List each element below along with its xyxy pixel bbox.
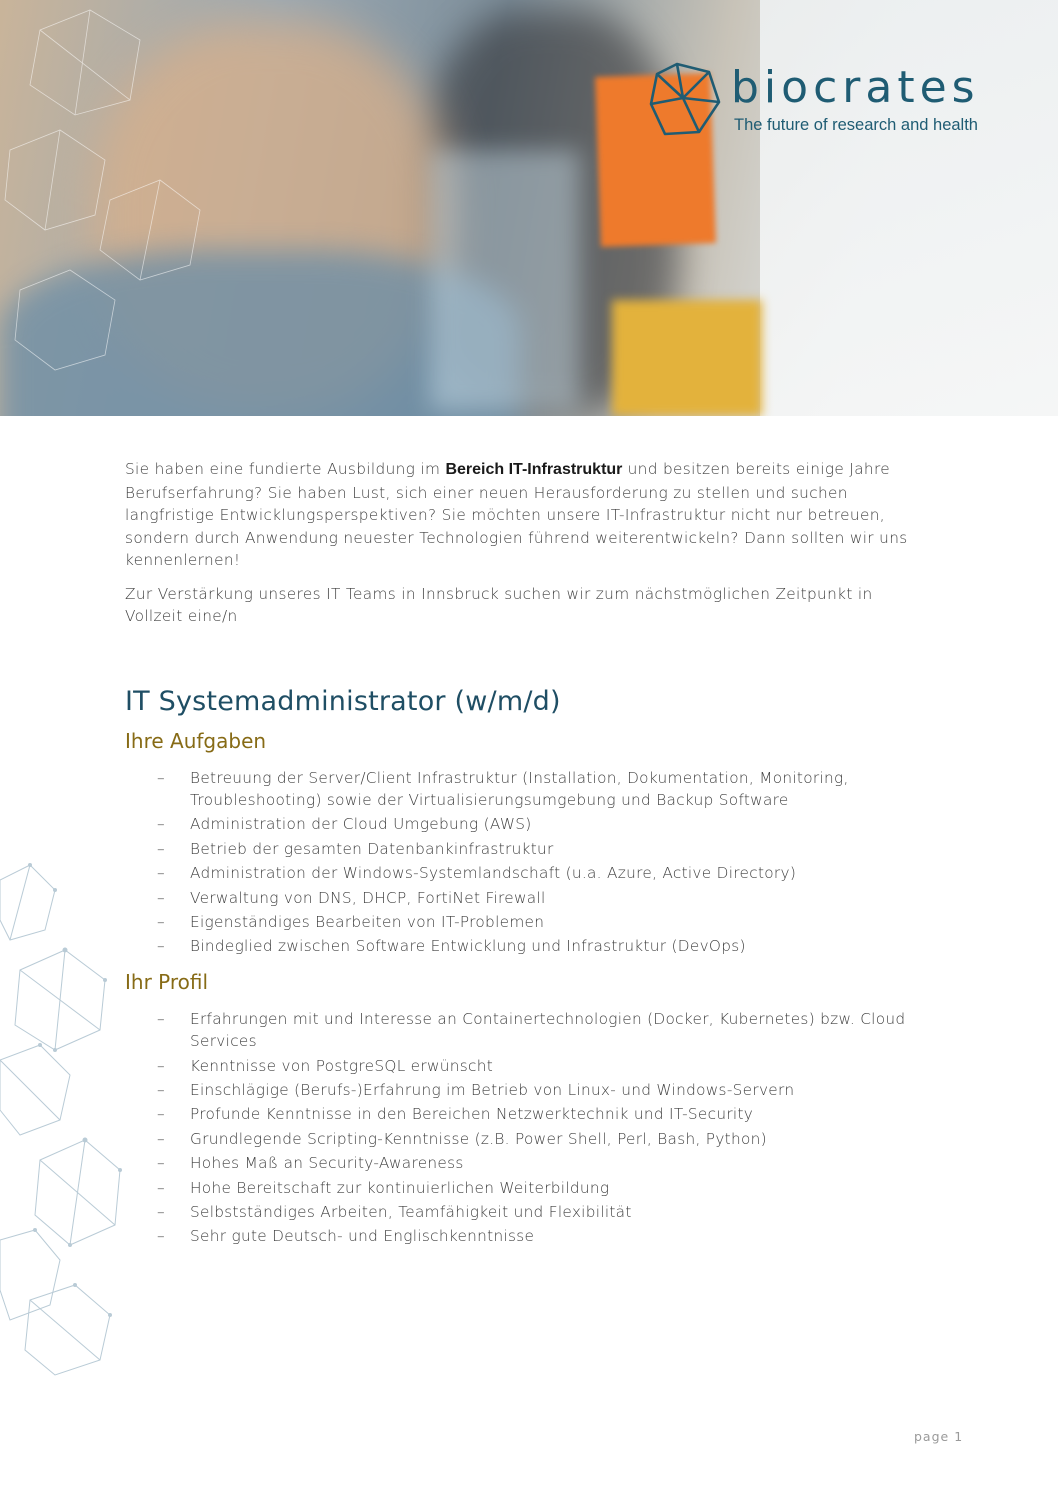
list-dash-icon: –: [157, 1105, 165, 1124]
page-number: page 1: [914, 1429, 964, 1444]
list-item: [125, 1201, 935, 1223]
list-dash-icon: –: [157, 1203, 165, 1221]
list-item: [125, 1103, 935, 1125]
hero-yellow-note: [612, 300, 762, 416]
brand-tagline: The future of research and health: [734, 116, 978, 134]
list-dash-icon: –: [157, 768, 165, 787]
list-item-text: Selbstständiges Arbeiten, Teamfähigkeit und Flexibilität: [190, 1203, 632, 1221]
list-dash-icon: –: [157, 839, 165, 858]
list-dash-icon: –: [157, 1009, 165, 1028]
list-item: [125, 1128, 935, 1150]
list-item-text: Profunde Kenntnisse in den Bereichen Netzwerktechnik und IT-Security: [190, 1105, 754, 1124]
list-item-text: Hohes Maß an Security-Awareness: [190, 1154, 464, 1173]
hexagon-network-pattern-icon: [0, 860, 130, 1380]
list-item-text: Eigenständiges Bearbeiten von IT-Problemen: [190, 912, 545, 931]
tasks-list: [125, 767, 935, 958]
list-item: [125, 887, 935, 909]
profile-list: [125, 1008, 935, 1248]
hexagon-network-logo-icon: [647, 60, 723, 140]
list-item: [125, 767, 935, 812]
list-item: [125, 862, 935, 884]
list-item: [125, 1152, 935, 1174]
list-dash-icon: –: [157, 815, 165, 834]
list-item-text: Erfahrungen mit und Interesse an Containertechnologien (Docker, Kubernetes) bzw. Cloud Services: [190, 1009, 906, 1051]
list-item-text: Verwaltung von DNS, DHCP, FortiNet Firewall: [190, 888, 546, 907]
intro-text-end: und besitzen bereits einige Jahre Berufserfahrung? Sie haben Lust, sich einer neuen Herausforderung zu stellen und suchen langfristige Entwicklungsperspektiven? Sie möchten unsere IT-Infrastruktur nicht nur betreuen, sondern durch Anwendung neuester Technologien führend weiterentwickeln? Dann sollten wir uns kennenlernen!: [125, 460, 908, 569]
profile-heading: Ihr Profil: [125, 969, 209, 994]
list-dash-icon: –: [157, 1056, 165, 1075]
list-dash-icon: –: [157, 888, 165, 907]
list-item-text: Grundlegende Scripting-Kenntnisse (z.B. Power Shell, Perl, Bash, Python): [190, 1129, 767, 1148]
list-dash-icon: –: [157, 1178, 165, 1197]
list-item: [125, 813, 935, 835]
biocrates-logo: [647, 60, 1007, 140]
list-dash-icon: –: [157, 1129, 165, 1148]
list-item: [125, 838, 935, 860]
list-item-text: Einschlägige (Berufs-)Erfahrung im Betrieb von Linux- und Windows-Servern: [190, 1080, 795, 1099]
list-item-text: Kenntnisse von PostgreSQL erwünscht: [190, 1056, 494, 1075]
intro-paragraph-2: Zur Verstärkung unseres IT Teams in Innsbruck suchen wir zum nächstmöglichen Zeitpunkt in Vollzeit eine/n: [125, 584, 873, 625]
list-item-text: Betreuung der Server/Client Infrastruktur (Installation, Dokumentation, Monitoring, Troubleshooting) sowie der Virtualisierungsumgebung und Backup Software: [190, 768, 849, 809]
list-item: [125, 935, 935, 957]
list-dash-icon: –: [157, 1227, 165, 1246]
list-item: [125, 1177, 935, 1199]
list-dash-icon: –: [157, 864, 165, 883]
list-item-text: Administration der Cloud Umgebung (AWS): [190, 815, 532, 834]
list-item: [125, 1008, 935, 1053]
tasks-heading: Ihre Aufgaben: [125, 728, 267, 753]
list-dash-icon: –: [157, 937, 165, 956]
list-item-text: Bindeglied zwischen Software Entwicklung und Infrastruktur (DevOps): [190, 937, 746, 956]
list-dash-icon: –: [157, 912, 165, 931]
hero-network-overlay-icon: [0, 0, 260, 416]
list-item-text: Betrieb der gesamten Datenbankinfrastruktur: [190, 839, 554, 858]
list-dash-icon: –: [157, 1080, 165, 1099]
intro-text-start: Sie haben eine fundierte Ausbildung im: [125, 460, 446, 478]
hero-glass-glare: [430, 150, 580, 410]
list-item: [125, 911, 935, 933]
intro-section: [125, 458, 935, 628]
list-item-text: Sehr gute Deutsch- und Englischkenntnisse: [190, 1227, 535, 1246]
job-title: IT Systemadministrator (w/m/d): [125, 685, 561, 717]
intro-highlight: Bereich IT-Infrastruktur: [445, 461, 623, 478]
list-dash-icon: –: [157, 1154, 165, 1173]
intro-paragraph-1: [125, 458, 935, 572]
job-posting-content: [125, 458, 935, 1250]
list-item-text: Administration der Windows-Systemlandschaft (u.a. Azure, Active Directory): [190, 864, 797, 883]
list-item: [125, 1225, 935, 1247]
list-item-text: Hohe Bereitschaft zur kontinuierlichen Weiterbildung: [190, 1178, 610, 1197]
brand-name: biocrates: [731, 62, 980, 113]
hero-photo: [0, 0, 1058, 416]
list-item: [125, 1079, 935, 1101]
list-item: [125, 1055, 935, 1077]
